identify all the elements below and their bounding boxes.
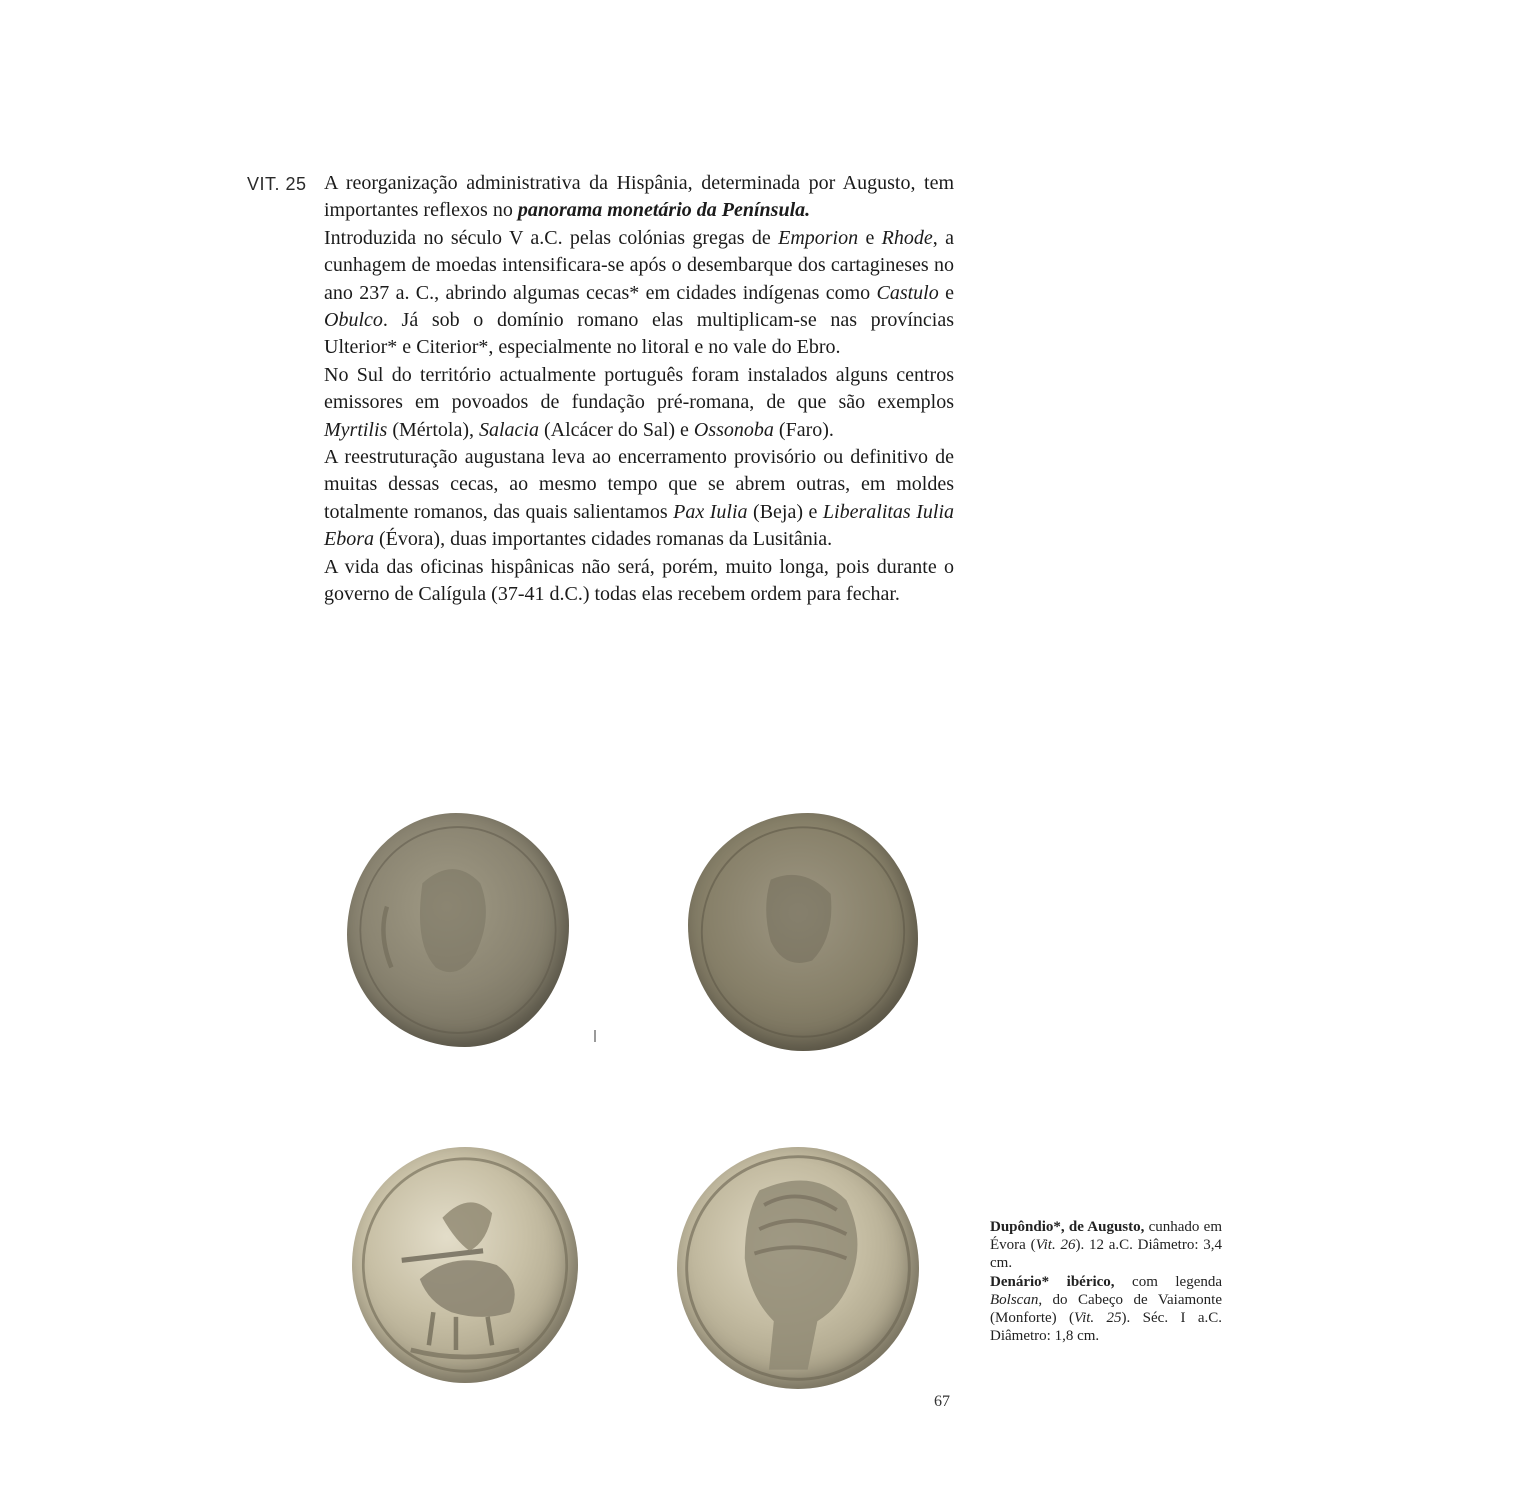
text-run: A reorganização administrativa da Hispânia, determinada por Augusto, tem importantes reflexos no xyxy=(324,172,954,222)
paragraph-3 xyxy=(324,362,954,444)
text-run: e xyxy=(858,226,882,249)
text-run: (Évora), duas importantes cidades romanas da Lusitânia. xyxy=(374,528,833,551)
figure-caption xyxy=(990,1218,1222,1345)
caption-denario xyxy=(990,1273,1222,1346)
coin-dupondio-reverse-image xyxy=(688,813,918,1051)
place-name: Emporion xyxy=(778,226,859,249)
text-run: (Faro). xyxy=(773,418,834,441)
text-run: , a cunhagem de moedas intensificara-se após o desembarque dos cartagineses no ano 237 a. C., abrindo algumas cecas* em cidades indígenas como xyxy=(324,226,954,304)
text-run: (Beja) e xyxy=(747,500,823,523)
caption-dupondio xyxy=(990,1218,1222,1273)
coin-denario-horseman-image xyxy=(352,1147,578,1383)
place-name: Pax Iulia xyxy=(673,500,748,523)
text-run: A reestruturação augustana leva ao encerramento provisório ou definitivo de muitas dessas cecas, ao mesmo tempo que se abrem outras, em moldes totalmente romanos, das quais salientamos xyxy=(324,446,954,523)
paragraph-1 xyxy=(324,170,954,225)
page-number: 67 xyxy=(934,1393,950,1410)
place-name: Ossonoba xyxy=(693,418,774,441)
text-run: No Sul do território actualmente português foram instalados alguns centros emissores em povoados de fundação pré-romana, de que são exemplos xyxy=(324,363,954,414)
place-name: Myrtilis xyxy=(324,418,388,441)
text-run: Introduzida no século V a.C. pelas colónias gregas de xyxy=(324,226,779,249)
text-run: ). Séc. I a.C. Diâmetro: 1,8 cm. xyxy=(990,1310,1223,1345)
paragraph-2 xyxy=(324,225,954,362)
text-run: ). 12 a.C. Diâmetro: 3,4 cm. xyxy=(990,1237,1222,1272)
paragraph-5: A vida das oficinas hispânicas não será, porém, muito longa, pois durante o governo de Calígula (37-41 d.C.) todas elas recebem ordem para fechar. xyxy=(324,555,954,606)
text-run: cunhado em Évora ( xyxy=(990,1219,1222,1254)
text-run: (Alcácer do Sal) e xyxy=(538,418,694,441)
cross-reference: Vit. 26 xyxy=(1035,1237,1076,1254)
place-name: Rhode xyxy=(881,226,933,249)
text-run: , do Cabeço de Vaiamonte (Monforte) ( xyxy=(990,1291,1222,1327)
text-run: . Já sob o domínio romano elas multiplicam-se nas províncias Ulterior* e Citerior*, especialmente no litoral e no vale do Ebro. xyxy=(324,309,954,359)
margin-reference: VIT. 25 xyxy=(247,174,307,194)
text-run: e xyxy=(938,281,954,304)
paragraph-4 xyxy=(324,444,954,554)
place-name: Salacia xyxy=(478,418,539,441)
scan-mark xyxy=(594,1030,596,1042)
place-name: Castulo xyxy=(876,281,939,304)
cross-reference: Vit. 25 xyxy=(1074,1310,1122,1327)
text-run: com legenda xyxy=(1114,1273,1223,1290)
place-name: Obulco xyxy=(324,309,383,332)
main-text xyxy=(324,170,954,609)
place-name: Liberalitas Iulia Ebora xyxy=(324,500,954,551)
coin-dupondio-obverse-image xyxy=(347,813,569,1047)
coin-denario-head-image xyxy=(677,1147,919,1389)
caption-title: Dupôndio*, de Augusto, xyxy=(990,1219,1145,1235)
text-run: (Mértola), xyxy=(387,418,479,441)
emphasis: panorama monetário da Península. xyxy=(517,199,811,222)
legend-name: Bolscan xyxy=(990,1291,1039,1308)
caption-title: Denário* ibérico, xyxy=(990,1273,1115,1290)
